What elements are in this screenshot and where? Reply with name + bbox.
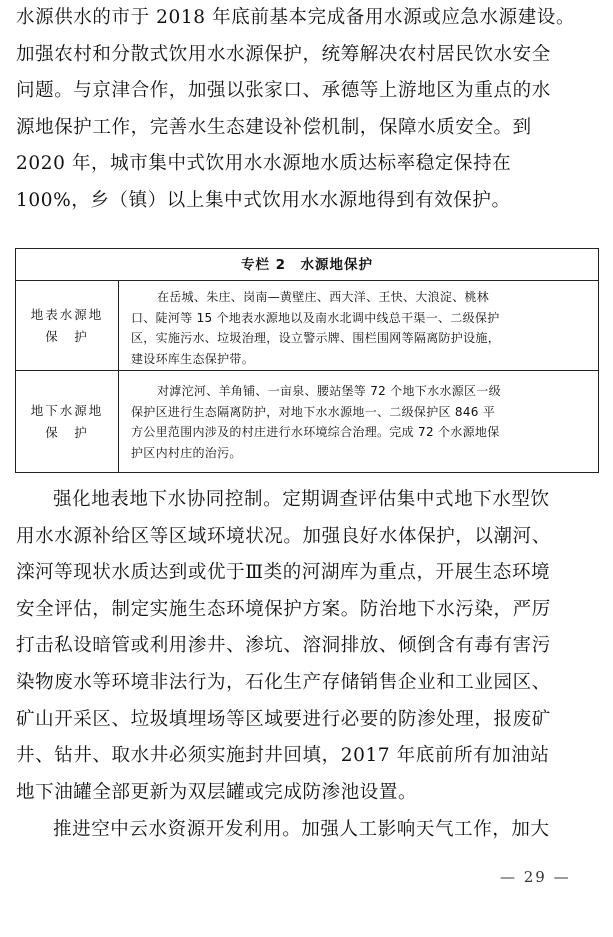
paragraph-cloud-water-resources: [16, 812, 600, 849]
page-number: — 29 —: [500, 868, 571, 886]
text-line: 问题。与京津合作，加强以张家口、承德等上游地区为重点的水: [16, 80, 551, 102]
row-text-line: 在岳城、朱庄、岗南—黄壁庄、西大洋、王快、大浪淀、桃林: [157, 290, 490, 304]
row-label-line: 保 护: [45, 328, 89, 344]
text-line: 矿山开采区、垃圾填埋场等区域要进行必要的防渗处理，报废矿: [16, 708, 551, 730]
row-text-line: 护区内村庄的治污。: [131, 445, 242, 460]
text-line: 源地保护工作，完善水生态建设补偿机制，保障水质安全。到: [16, 116, 532, 138]
text-line: 推进空中云水资源开发利用。加强人工影响天气工作，加大: [53, 819, 550, 840]
text-line: 用水水源补给区等区域环境状况。加强良好水体保护，以潮河、: [16, 525, 551, 547]
row-text-line: 建设环库生态保护带。: [131, 351, 255, 366]
row-label-line: 保 护: [45, 424, 89, 440]
text-line: 打击私设暗管或利用渗井、渗坑、溶洞排放、倾倒含有毒有害污: [16, 635, 551, 657]
row-text-groundwater: [131, 381, 580, 463]
box-title: 专栏 2 水源地保护: [16, 249, 598, 281]
text-line: 安全评估，制定实施生态环境保护方案。防治地下水污染，严厉: [16, 598, 551, 620]
text-line: 加强农村和分散式饮用水水源保护，统筹解决农村居民饮水安全: [16, 43, 551, 65]
column-box-water-source-protection: [15, 248, 599, 473]
text-line: 地下油罐全部更新为双层罐或完成防渗池设置。: [16, 781, 418, 803]
row-text-line: 区，实施污水、垃圾治理，设立警示牌、围栏围网等隔离防护设施，: [131, 331, 501, 345]
text-line: 100%，乡（镇）以上集中式饮用水水源地得到有效保护。: [16, 189, 511, 211]
paragraph-surface-groundwater-control: [16, 482, 600, 811]
text-line: 2020 年，城市集中式饮用水水源地水质达标率稳定保持在: [16, 153, 512, 175]
row-text-line: 保护区进行生态隔离防护，对地下水水源地一、二级保护区 846 平: [131, 404, 496, 419]
row-text-line: 方公里范围内涉及的村庄进行水环境综合治理。完成 72 个水源地保: [131, 425, 500, 439]
row-text-line: 对滹沱河、羊角铺、一亩泉、腰站堡等 72 个地下水水源区一级: [157, 384, 501, 398]
row-label-line: 地表水源地: [30, 306, 104, 322]
paragraph-water-source-protection: [16, 0, 600, 220]
text-line: 染物废水等环境非法行为，石化生产存储销售企业和工业园区、: [16, 671, 551, 693]
table-row-groundwater: [16, 371, 598, 472]
text-line: 水源供水的市于 2018 年底前基本完成备用水源或应急水源建设。: [16, 7, 576, 28]
row-text-surface-water: [131, 287, 580, 369]
table-row-surface-water: [16, 281, 598, 371]
text-line: 强化地表地下水协同控制。定期调查评估集中式地下水型饮: [53, 489, 550, 510]
row-label-line: 地下水源地: [30, 402, 104, 418]
row-label-groundwater: [16, 371, 119, 472]
row-label-surface-water: [16, 281, 119, 370]
text-line: 井、钻井、取水井必须实施封井回填，2017 年底前所有加油站: [16, 745, 550, 767]
row-text-line: 口、陡河等 15 个地表水源地以及南水北调中线总干渠一、二级保护: [131, 310, 500, 325]
text-line: 滦河等现状水质达到或优于Ⅲ类的河湖库为重点，开展生态环境: [16, 562, 551, 584]
